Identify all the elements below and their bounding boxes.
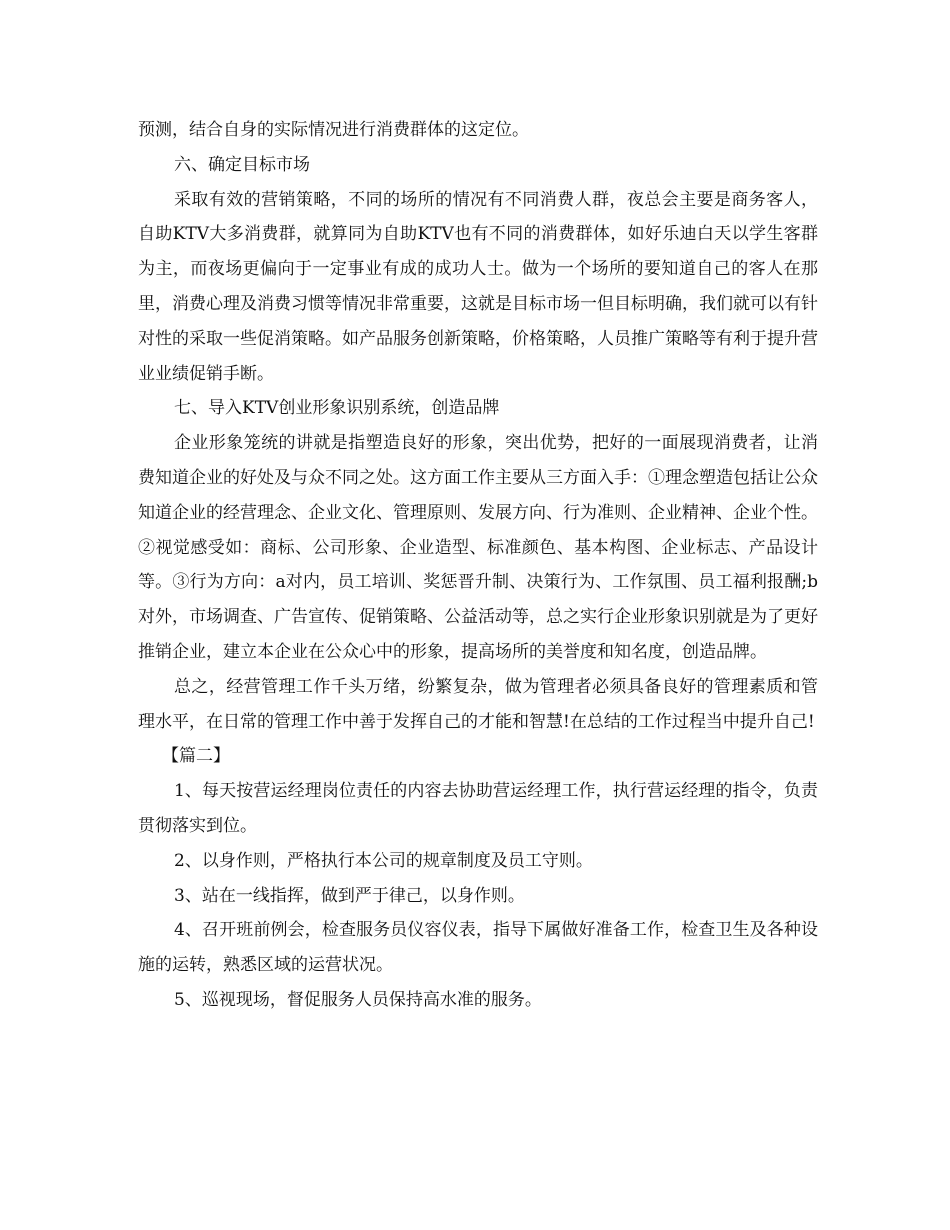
paragraph-continuation: 预测，结合自身的实际情况进行消费群体的这定位。 xyxy=(138,120,529,140)
list-item-3: 3、站在一线指挥，做到严于律己，以身作则。 xyxy=(174,885,525,906)
paragraph-corporate-image: 企业形象笼统的讲就是指塑造良好的形象，突出优势，把好的一面展现消费者，让消费知道企业的好处及与众不同之处。这方面工作主要从三方面入手：①理念塑造包括让公众知道企业的经营理念、企业文化、管理原则、发展方向、行为准则、企业精神、企业个性。②视觉感受如：商标、公司形象、企业造型、标准颜色、基本构图、企业标志、产品设计等。③行为方向：a对内，员工培训、奖惩晋升制、决策行为、工作氛围、员工福利报酬;b对外，市场调查、广告宣传、促销策略、公益活动等，总之实行企业形象识别就是为了更好推销企业，建立本企业在公众心中的形象，提高场所的美誉度和知名度，创造品牌。 xyxy=(138,433,818,662)
list-item-2: 2、以身作则，严格执行本公司的规章制度及员工守则。 xyxy=(174,850,593,871)
section-heading-seven: 七、导入KTV创业形象识别系统，创造品牌 xyxy=(174,398,500,419)
paragraph-summary: 总之，经营管理工作千头万绪，纷繁复杂，做为管理者必须具备良好的管理素质和管理水平，在日常的管理工作中善于发挥自己的才能和智慧!在总结的工作过程当中提升自己! xyxy=(138,676,818,732)
list-item-4: 4、召开班前例会，检查服务员仪容仪表，指导下属做好准备工作，检查卫生及各种设施的运转，熟悉区域的运营状况。 xyxy=(138,920,818,976)
list-item-5: 5、巡视现场，督促服务人员保持高水准的服务。 xyxy=(174,989,542,1010)
paragraph-target-market: 采取有效的营销策略，不同的场所的情况有不同消费人群，夜总会主要是商务客人，自助KTV大多消费群，就算同为自助KTV也有不同的消费群体，如好乐迪白天以学生客群为主，而夜场更偏向于一定事业有成的成功人士。做为一个场所的要知道自己的客人在那里，消费心理及消费习惯等情况非常重要，这就是目标市场一但目标明确，我们就可以有针对性的采取一些促消策略。如产品服务创新策略，价格策略，人员推广策略等有利于提升营业业绩促销手断。 xyxy=(138,189,818,384)
list-item-1: 1、每天按营运经理岗位责任的内容去协助营运经理工作，执行营运经理的指令，负责贯彻落实到位。 xyxy=(138,781,818,836)
section-title-part-two: 【篇二】 xyxy=(162,746,230,767)
section-heading-six: 六、确定目标市场 xyxy=(174,154,310,175)
document-body xyxy=(138,113,818,1018)
